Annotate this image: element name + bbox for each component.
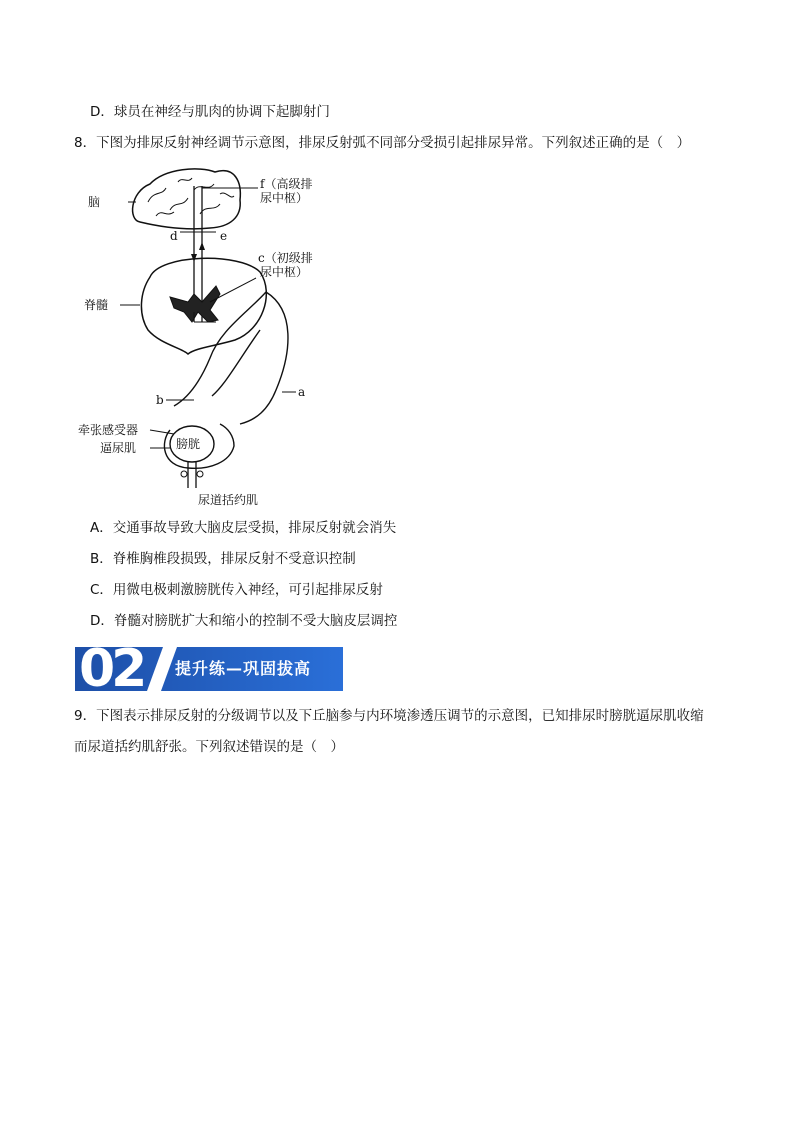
bladder-label: 膀胱 (176, 437, 201, 451)
sphincter-label: 尿道括约肌 (198, 493, 259, 507)
q7-option-d: D．球员在神经与肌肉的协调下起脚射门 (90, 104, 330, 120)
spinal-cord-label: 脊髓 (84, 298, 109, 312)
q8-option-c: C．用微电极刺激膀胱传入神经，可引起排尿反射 (90, 582, 383, 598)
e-label: e (220, 229, 228, 243)
c-label-line1: c（初级排 (258, 251, 313, 265)
q8-option-b: B．脊椎胸椎段损毁，排尿反射不受意识控制 (90, 551, 356, 567)
section-number: 02 (79, 639, 144, 699)
q8-option-d: D．脊髓对膀胱扩大和缩小的控制不受大脑皮层调控 (90, 613, 398, 629)
detrusor-label: 逼尿肌 (100, 441, 137, 455)
q9-stem-line2: 而尿道括约肌舒张。下列叙述错误的是（ ） (74, 739, 344, 755)
stretch-receptor-label: 牵张感受器 (78, 423, 139, 437)
q8-option-a: A．交通事故导致大脑皮层受损，排尿反射就会消失 (90, 520, 397, 536)
section-title: 提升练—巩固拔高 (175, 659, 312, 678)
q9-stem-line1: 9．下图表示排尿反射的分级调节以及下丘脑参与内环境渗透压调节的示意图，已知排尿时膀胱逼尿肌收缩 (74, 708, 704, 724)
section-banner (75, 639, 343, 699)
a-label: a (298, 385, 306, 399)
d-label: d (170, 229, 178, 243)
q8-stem: 8．下图为排尿反射神经调节示意图，排尿反射弧不同部分受损引起排尿异常。下列叙述正确的是（ ） (74, 135, 691, 151)
brain-label: 脑 (88, 195, 101, 209)
c-label-line2: 尿中枢） (260, 265, 309, 279)
b-label: b (156, 393, 164, 407)
f-label-line2: 尿中枢） (260, 191, 309, 205)
reflex-arc-diagram (70, 162, 370, 512)
f-label-line1: f（高级排 (260, 177, 313, 191)
